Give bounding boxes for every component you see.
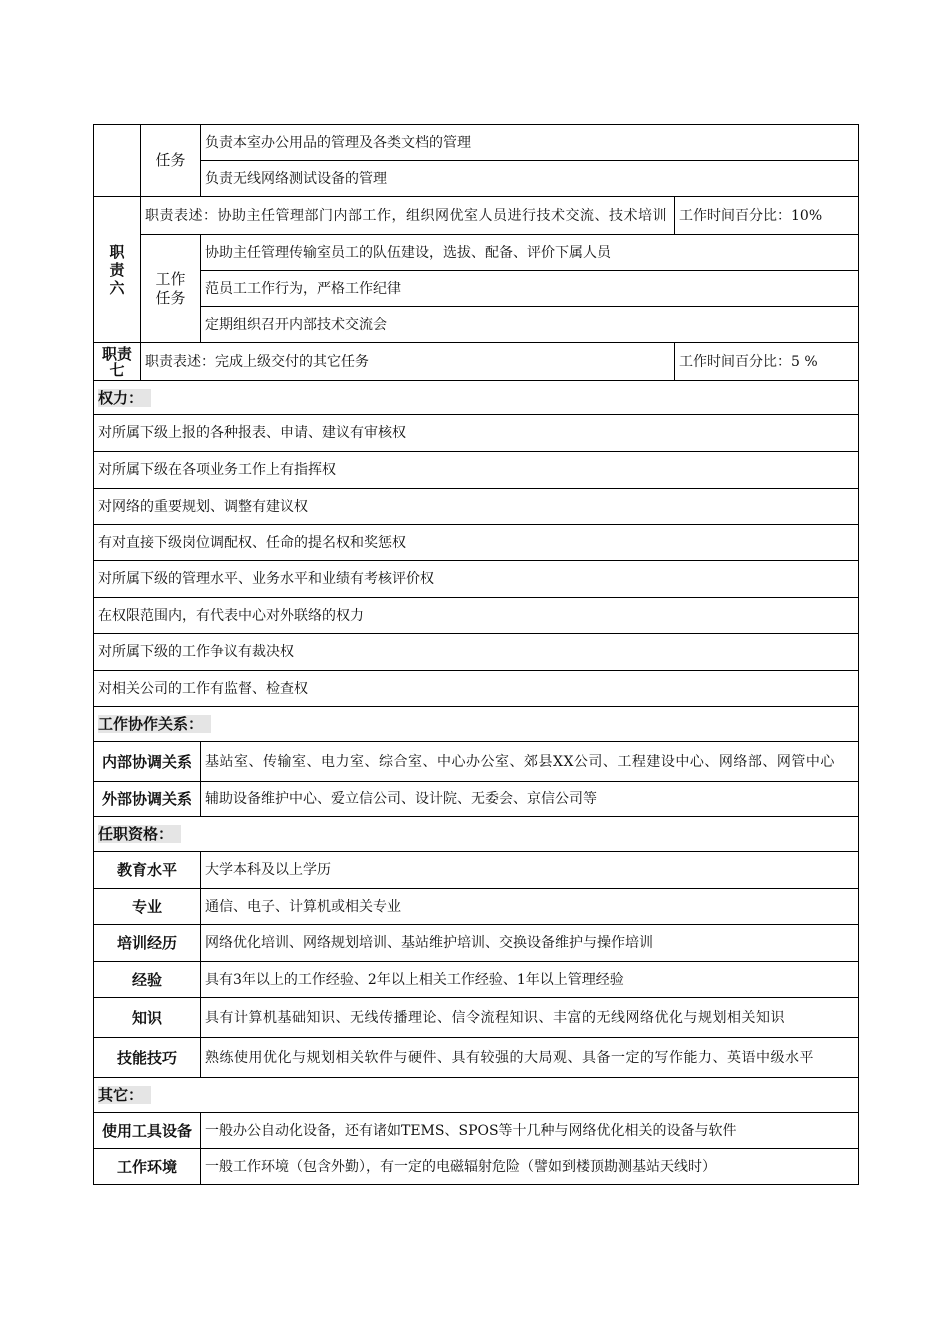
- power-row: [94, 452, 859, 489]
- skills-value: 熟练使用优化与规划相关软件与硬件、具有较强的大局观、具备一定的写作能力、英语中级水平: [201, 1038, 859, 1078]
- duty6-task-row-2: [94, 271, 859, 307]
- powers-title: [94, 381, 859, 415]
- powers-title-text: 权力：: [98, 389, 151, 407]
- skills-label: 技能技巧: [94, 1038, 201, 1078]
- education-value: 大学本科及以上学历: [201, 852, 859, 889]
- qualifications-header-row: [94, 817, 859, 852]
- job-description-table: [93, 124, 859, 1185]
- duty6-task-2: 范员工工作行为，严格工作纪律: [201, 271, 859, 307]
- knowledge-value: 具有计算机基础知识、无线传播理论、信令流程知识、丰富的无线网络优化与规划相关知识: [201, 998, 859, 1038]
- power-item-6: 在权限范围内，有代表中心对外联络的权力: [94, 598, 859, 634]
- external-relations-row: [94, 782, 859, 817]
- duty6-task-3: 定期组织召开内部技术交流会: [201, 307, 859, 343]
- power-item-4: 有对直接下级岗位调配权、任命的提名权和奖惩权: [94, 525, 859, 561]
- others-header-row: [94, 1078, 859, 1113]
- qualifications-title-text: 任职资格：: [98, 825, 181, 843]
- duty6-label-text: 职责六: [109, 242, 125, 297]
- duty6-task-row-1: [94, 235, 859, 271]
- tools-value: 一般办公自动化设备，还有诸如TEMS、SPOS等十几种与网络优化相关的设备与软件: [201, 1113, 859, 1149]
- external-relations-label: 外部协调关系: [94, 782, 201, 817]
- qualification-row: [94, 962, 859, 998]
- knowledge-label: 知识: [94, 998, 201, 1038]
- relations-title: [94, 707, 859, 742]
- power-row: [94, 525, 859, 561]
- experience-value: 具有3年以上的工作经验、2年以上相关工作经验、1年以上管理经验: [201, 962, 859, 998]
- duty6-task-label: [141, 235, 201, 343]
- power-item-2: 对所属下级在各项业务工作上有指挥权: [94, 452, 859, 489]
- environment-label: 工作环境: [94, 1149, 201, 1185]
- relations-title-text: 工作协作关系：: [98, 715, 211, 733]
- duty6-description-row: [94, 197, 859, 235]
- relations-header-row: [94, 707, 859, 742]
- job-description-table-page: [93, 124, 858, 1185]
- tools-label: 使用工具设备: [94, 1113, 201, 1149]
- others-title-text: 其它：: [98, 1086, 151, 1104]
- qualification-row: [94, 925, 859, 962]
- duty6-time-percent: 工作时间百分比：10%: [675, 197, 859, 235]
- environment-row: [94, 1149, 859, 1185]
- duty5-task-2: 负责无线网络测试设备的管理: [201, 161, 859, 197]
- duty6-task-row-3: [94, 307, 859, 343]
- qualification-row: [94, 852, 859, 889]
- duty7-time-percent: 工作时间百分比：5 %: [675, 343, 859, 381]
- duty6-task-1: 协助主任管理传输室员工的队伍建设，选拔、配备、评价下属人员: [201, 235, 859, 271]
- qualification-row: [94, 998, 859, 1038]
- power-item-7: 对所属下级的工作争议有裁决权: [94, 634, 859, 671]
- others-title: [94, 1078, 859, 1113]
- powers-header-row: [94, 381, 859, 415]
- duty6-description: 职责表述：协助主任管理部门内部工作，组织网优室人员进行技术交流、技术培训: [141, 197, 675, 235]
- duty5-task-row-1: [94, 125, 859, 161]
- experience-label: 经验: [94, 962, 201, 998]
- internal-relations-row: [94, 742, 859, 782]
- duty7-row: [94, 343, 859, 381]
- power-row: [94, 634, 859, 671]
- major-label: 专业: [94, 889, 201, 925]
- power-item-8: 对相关公司的工作有监督、检查权: [94, 671, 859, 707]
- duty7-label-text: 职责七: [101, 344, 132, 379]
- environment-value: 一般工作环境（包含外勤），有一定的电磁辐射危险（譬如到楼顶勘测基站天线时）: [201, 1149, 859, 1185]
- duty5-label-cell: [94, 125, 141, 197]
- power-row: [94, 598, 859, 634]
- training-label: 培训经历: [94, 925, 201, 962]
- power-row: [94, 561, 859, 598]
- duty7-label: [94, 343, 141, 381]
- internal-relations-label: 内部协调关系: [94, 742, 201, 782]
- qualification-row: [94, 889, 859, 925]
- duty5-task-1: 负责本室办公用品的管理及各类文档的管理: [201, 125, 859, 161]
- training-value: 网络优化培训、网络规划培训、基站维护培训、交换设备维护与操作培训: [201, 925, 859, 962]
- education-label: 教育水平: [94, 852, 201, 889]
- qualification-row: [94, 1038, 859, 1078]
- power-item-5: 对所属下级的管理水平、业务水平和业绩有考核评价权: [94, 561, 859, 598]
- power-row: [94, 489, 859, 525]
- external-relations-value: 辅助设备维护中心、爱立信公司、设计院、无委会、京信公司等: [201, 782, 859, 817]
- power-item-1: 对所属下级上报的各种报表、申请、建议有审核权: [94, 415, 859, 452]
- major-value: 通信、电子、计算机或相关专业: [201, 889, 859, 925]
- duty5-task-label: 任务: [141, 125, 201, 197]
- tools-row: [94, 1113, 859, 1149]
- duty6-task-label-text: 工作任务: [155, 269, 186, 307]
- duty5-task-row-2: [94, 161, 859, 197]
- internal-relations-value: 基站室、传输室、电力室、综合室、中心办公室、郊县XX公司、工程建设中心、网络部、网管中心: [201, 742, 859, 782]
- power-item-3: 对网络的重要规划、调整有建议权: [94, 489, 859, 525]
- qualifications-title: [94, 817, 859, 852]
- power-row: [94, 671, 859, 707]
- power-row: [94, 415, 859, 452]
- duty7-description: 职责表述：完成上级交付的其它任务: [141, 343, 675, 381]
- duty6-label: [94, 197, 141, 343]
